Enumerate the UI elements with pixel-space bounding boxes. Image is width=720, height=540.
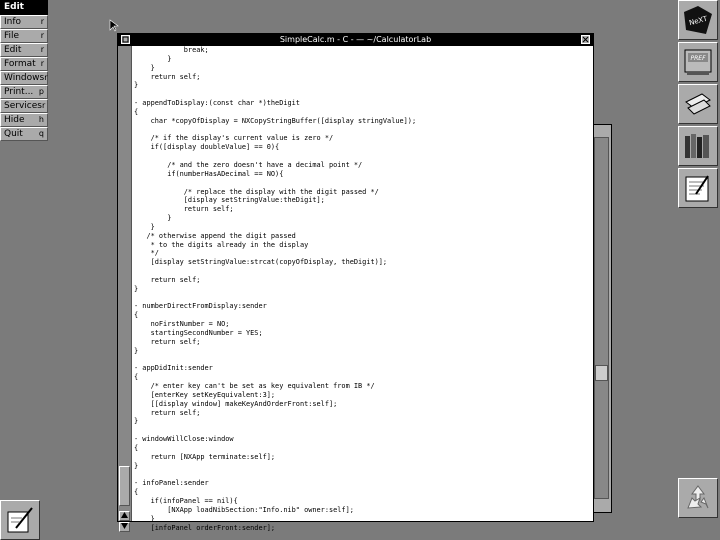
code-line: noFirstNumber = NO; (134, 320, 230, 329)
menu-item-label: Edit (4, 45, 22, 55)
arrow-down-icon (121, 523, 128, 529)
code-line: return self; (134, 205, 234, 214)
code-line (132, 179, 593, 188)
code-line: return self; (134, 72, 201, 81)
code-line: if(infoPanel == nil){ (134, 497, 238, 506)
code-line: return [NXApp terminate:self]; (134, 452, 276, 461)
scroll-down-button[interactable] (119, 522, 130, 532)
code-line: } (134, 54, 172, 63)
menu-item-key: r (40, 59, 44, 68)
code-line (132, 426, 593, 435)
code-line: return self; (134, 275, 201, 284)
arrow-up-icon (121, 512, 128, 518)
menu-item-key: q (38, 129, 44, 138)
code-line: { (134, 311, 139, 320)
code-line: char *copyOfDisplay = NXCopyStringBuffer([display stringValue]); (134, 116, 417, 125)
code-line: { (134, 443, 139, 452)
code-line: break; (134, 46, 209, 54)
vertical-scrollbar[interactable] (118, 46, 132, 521)
preferences-icon (682, 46, 714, 78)
code-text-area[interactable] (132, 46, 593, 532)
dock-tile-library[interactable] (678, 126, 718, 166)
code-line: /* otherwise append the digit passed (134, 231, 296, 240)
code-line: } (134, 417, 139, 426)
code-line (132, 267, 593, 276)
menu-item-label: File (4, 31, 20, 41)
code-line: } (134, 461, 139, 470)
code-line: * to the digits already in the display (134, 240, 309, 249)
menu-item-info[interactable] (0, 15, 48, 29)
window-title: SimpleCalc.m - C - — ~/CalculatorLab (279, 35, 432, 44)
code-line: /* if the display's current value is zero */ (134, 134, 334, 143)
svg-text:NeXT: NeXT (688, 14, 709, 28)
menu-item-key: r (40, 31, 44, 40)
menu-item-key: r (41, 101, 46, 110)
menu-item-label: Info (4, 17, 22, 27)
scroll-knob[interactable] (119, 466, 130, 506)
code-line (132, 471, 593, 480)
code-line (132, 90, 593, 99)
code-line: - appDidInit:sender (134, 364, 213, 373)
code-line: return self; (134, 337, 201, 346)
menu-item-key: r (40, 17, 44, 26)
code-line: { (134, 373, 139, 382)
code-line: /* enter key can't be set as key equivalent from IB */ (134, 382, 375, 391)
code-line: if(numberHasADecimal == NO){ (134, 169, 284, 178)
code-line: - windowWillClose:window (134, 435, 234, 444)
code-line: - numberDirectFromDisplay:sender (134, 302, 267, 311)
dock-tile-preferences[interactable] (678, 42, 718, 82)
menu-item-file[interactable] (0, 29, 48, 43)
code-line: [display setStringValue:strcat(copyOfDisplay, theDigit)]; (134, 258, 388, 267)
dock-tile-workspace[interactable] (678, 0, 718, 40)
code-line: - infoPanel:sender (134, 479, 209, 488)
menu-item-format[interactable] (0, 57, 48, 71)
preferences-label: PREF (690, 55, 706, 62)
code-line: /* and the zero doesn't have a decimal point */ (134, 160, 363, 169)
code-line: [[display window] makeKeyAndOrderFront:self]; (134, 399, 338, 408)
menu-item-key: r (44, 73, 48, 82)
close-icon (582, 36, 589, 43)
menu-item-label: Quit (4, 129, 23, 139)
window-titlebar[interactable] (118, 34, 593, 46)
next-logo-icon (682, 4, 714, 36)
code-line: } (134, 81, 139, 90)
code-line: } (134, 284, 139, 293)
code-line: if([display doubleValue] == 0){ (134, 143, 280, 152)
main-menu (0, 0, 48, 141)
menu-item-services[interactable] (0, 99, 48, 113)
background-scrollbar[interactable] (594, 137, 609, 499)
background-scroll-knob[interactable] (595, 365, 608, 381)
menu-item-key: p (38, 87, 44, 96)
menu-item-key: h (38, 115, 44, 124)
edit-icon (682, 172, 714, 204)
close-button[interactable] (581, 35, 590, 44)
menu-item-print[interactable] (0, 85, 48, 99)
code-line: [enterKey setKeyEquivalent:3]; (134, 390, 276, 399)
code-line: - appendToDisplay:(const char *)theDigit (134, 99, 300, 108)
edit-document-icon (4, 504, 36, 536)
code-line: { (134, 488, 139, 497)
code-line: startingSecondNumber = YES; (134, 329, 263, 337)
code-line: } (134, 214, 172, 223)
miniwindow[interactable] (0, 500, 40, 540)
code-line (132, 294, 593, 303)
menu-item-label: Format (4, 59, 36, 69)
code-line: } (134, 222, 155, 231)
code-line: [NXApp loadNibSection:"Info.nib" owner:self]; (134, 505, 354, 514)
code-line (132, 356, 593, 365)
code-line (132, 126, 593, 135)
code-line: { (134, 107, 139, 116)
code-line: */ (134, 249, 159, 258)
menu-item-windows[interactable] (0, 71, 48, 85)
recycler-icon (682, 482, 714, 514)
code-line: } (134, 514, 155, 523)
dock-tile-mail[interactable] (678, 84, 718, 124)
miniaturize-icon (122, 36, 129, 43)
miniaturize-button[interactable] (121, 35, 130, 44)
mouse-cursor-icon (110, 20, 118, 32)
editor-window[interactable] (117, 33, 594, 532)
menu-item-label: Services (4, 101, 42, 111)
code-line: [display setStringValue:theDigit]; (134, 196, 325, 205)
code-line: return self; (134, 408, 201, 417)
menu-item-edit[interactable] (0, 43, 48, 57)
code-line (132, 152, 593, 161)
code-line: /* replace the display with the digit passed */ (134, 187, 379, 196)
recycler-tile[interactable] (678, 478, 718, 518)
dock-tile-edit[interactable] (678, 168, 718, 208)
menu-item-label: Windows (4, 73, 45, 83)
menu-item-quit[interactable] (0, 127, 48, 141)
menu-title[interactable]: Edit (0, 0, 48, 15)
menu-item-key: r (40, 45, 44, 54)
mail-icon (682, 88, 714, 120)
code-line: [infoPanel orderFront:sender]; (134, 523, 276, 532)
code-line: } (134, 63, 155, 72)
menu-item-label: Print... (4, 87, 34, 97)
scroll-up-button[interactable] (119, 511, 130, 521)
library-icon (682, 130, 714, 162)
menu-item-hide[interactable] (0, 113, 48, 127)
menu-item-label: Hide (4, 115, 25, 125)
code-line: } (134, 346, 139, 355)
